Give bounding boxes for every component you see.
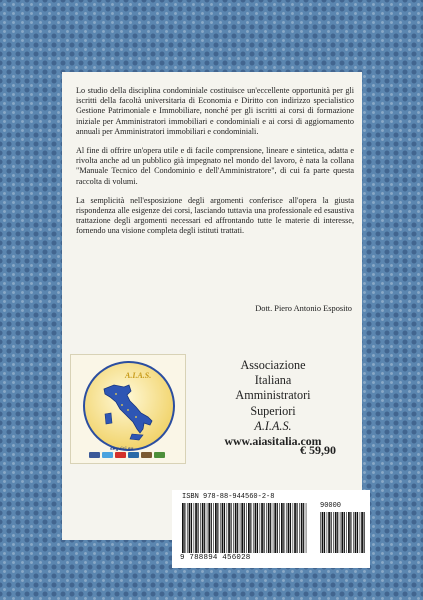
paragraph-1: Lo studio della disciplina condominiale costituisce un'eccellente opportunità per gli iscritti della facoltà universitaria di Economia e Diritto con indirizzo specialistico Gestione Patrimoniale e Immobiliare, nonché per gli iscritti ai corsi di formazione iniziale per Amministratori immobiliari e condominiali e ai corsi di aggiornamento annuali per Amministratori immobiliari e condominiali. xyxy=(76,86,354,136)
price-code: 90000 xyxy=(320,502,342,510)
paragraph-3: La semplicità nell'esposizione degli argomenti conferisce all'opera la giusta rispondenza alle esigenze dei corsi, lasciando tuttavia una professionale ed esaustiva trattazione degli argomenti necessari ed affrontando tutte le materie di interesse, fornendo una visione completa degli istituti trattati. xyxy=(76,195,354,236)
social-title: seguici su xyxy=(110,447,134,452)
association-name xyxy=(194,358,352,449)
barcode-bars xyxy=(182,503,307,553)
association-logo xyxy=(83,361,175,451)
back-cover-panel xyxy=(62,72,362,540)
isbn-text: ISBN 978-88-944560-2-8 xyxy=(182,493,275,501)
facebook-icon xyxy=(89,452,100,458)
logo-acronym: A.I.A.S. xyxy=(125,371,152,380)
barcode-number: 9 788894 456028 xyxy=(180,554,251,562)
blog-icon xyxy=(141,452,152,458)
author-signature: Dott. Piero Antonio Esposito xyxy=(255,304,352,313)
email-icon xyxy=(154,452,165,458)
twitter-icon xyxy=(102,452,113,458)
social-icons xyxy=(89,452,165,458)
association-line-4: Superiori xyxy=(250,403,296,418)
association-line-3: Amministratori xyxy=(235,388,311,403)
youtube-icon xyxy=(115,452,126,458)
linkedin-icon xyxy=(128,452,139,458)
isbn-barcode xyxy=(172,490,370,568)
association-line-1: Associazione xyxy=(240,358,306,372)
italy-map-icon xyxy=(96,379,160,445)
association-line-2: Italiana xyxy=(254,373,292,388)
book-price: € 59,90 xyxy=(300,443,336,457)
association-website: www.aiasitalia.com xyxy=(224,434,322,449)
barcode-addon-bars xyxy=(320,512,366,553)
paragraph-2: Al fine di offrire un'opera utile e di facile comprensione, lineare e sintetica, adatta e rivolta anche ad un pubblico già impegnato nel mondo del lavoro, è nata la collana "Manuale Tecnico del Condominio e dell'Amministratore", di cui fa parte questa raccolta di volumi. xyxy=(76,146,354,186)
description-text xyxy=(76,86,354,246)
association-acronym: A.I.A.S. xyxy=(254,418,292,433)
association-logo-box xyxy=(70,354,186,464)
